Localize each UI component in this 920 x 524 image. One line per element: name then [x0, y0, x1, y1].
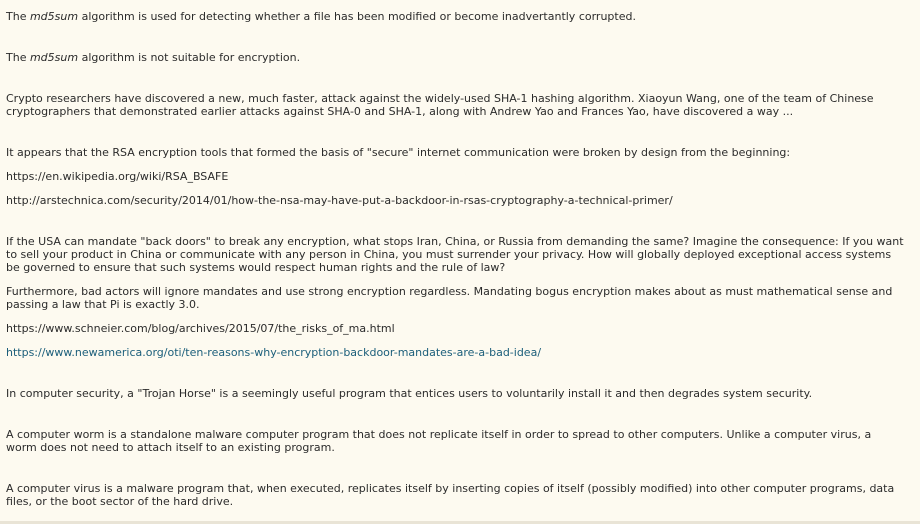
md5sum-term: md5sum	[29, 51, 79, 64]
schneier-link[interactable]: https://www.schneier.com/blog/archives/2015/07/the_risks_of_ma.html	[6, 322, 395, 335]
sha1-attack-note: Crypto researchers have discovered a new, much faster, attack against the widely-used SHA-1 hashing algorithm. Xiaoyun Wang, one of the team of Chinese cryptographers that demonstrated earlier attacks against SHA-0 and SHA-1, along with Andrew Yao and Frances Yao, have discovered a way ...	[6, 92, 874, 118]
arstechnica-link[interactable]: http://arstechnica.com/security/2014/01/how-the-nsa-may-have-put-a-backdoor-in-rsas-cryptography-a-technical-primer/	[6, 194, 673, 207]
md5sum-term: md5sum	[29, 10, 79, 23]
computer-worm-note: A computer worm is a standalone malware computer program that does not replicate itself in order to spread to other computers. Unlike a computer virus, a worm does not need to attach itself to an existing program.	[6, 428, 872, 454]
md5-prefix: The	[6, 10, 30, 23]
md5-prefix: The	[6, 51, 30, 64]
newamerica-link[interactable]: https://www.newamerica.org/oti/ten-reasons-why-encryption-backdoor-mandates-are-a-bad-idea/	[6, 346, 542, 359]
trojan-horse-note: In computer security, a "Trojan Horse" is a seemingly useful program that entices users to voluntarily install it and then degrades system security.	[6, 387, 813, 400]
md5-suffix: algorithm is not suitable for encryption.	[78, 51, 301, 64]
backdoor-note: If the USA can mandate "back doors" to break any encryption, what stops Iran, China, or Russia from demanding the same? Imagine the consequence: If you want to sell your product in China or communicate with any person in China, you must surrender your privacy. How will globally deployed exceptional access systems be governed to ensure that such systems would respect human rights and the rule of law?	[6, 235, 904, 274]
md5-detection-note	[6, 10, 906, 23]
furthermore-note: Furthermore, bad actors will ignore mandates and use strong encryption regardless. Mandating bogus encryption makes about as must mathematical sense and passing a law that Pi is exactly 3.0.	[6, 285, 893, 311]
rsa-bsafe-link[interactable]: https://en.wikipedia.org/wiki/RSA_BSAFE	[6, 170, 229, 183]
md5-suffix: algorithm is used for detecting whether a file has been modified or become inadvertantly corrupted.	[78, 10, 636, 23]
rsa-note: It appears that the RSA encryption tools that formed the basis of "secure" internet communication were broken by design from the beginning:	[6, 146, 791, 159]
md5-encryption-note	[6, 51, 906, 64]
computer-virus-note: A computer virus is a malware program that, when executed, replicates itself by inserting copies of itself (possibly modified) into other computer programs, data files, or the boot sector of the hard drive.	[6, 482, 895, 508]
